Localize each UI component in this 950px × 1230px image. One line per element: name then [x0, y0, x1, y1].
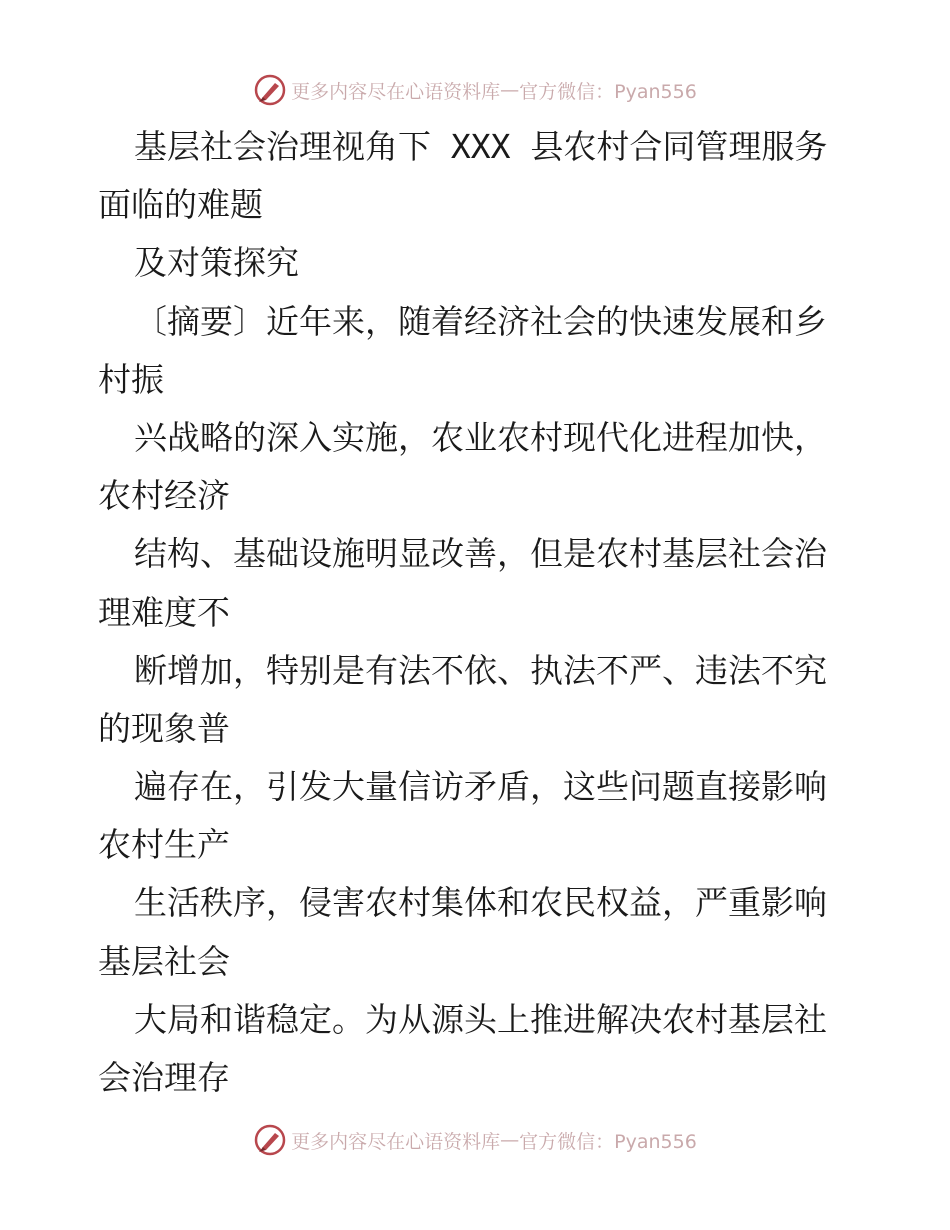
abstract-line: 基层社会: [98, 941, 230, 981]
title-line-3: 及对策探究: [134, 243, 299, 283]
watermark-site-text: 更多内容尽在心语资料库: [291, 1130, 501, 1153]
abstract-line: 结构、基础设施明显改善，但是农村基层社会治: [134, 534, 827, 574]
watermark-separator: —: [500, 79, 520, 101]
header-watermark: [0, 70, 950, 110]
pen-seal-icon: [253, 73, 287, 107]
abstract-line: 村振: [98, 359, 164, 399]
abstract-line: 生活秩序，侵害农村集体和农民权益，严重影响: [134, 883, 827, 923]
abstract-line: 理难度不: [98, 592, 230, 632]
title-line-2: 面临的难题: [98, 185, 263, 225]
abstract-line: 断增加，特别是有法不依、执法不严、违法不究: [134, 650, 827, 690]
abstract-line: 大局和谐稳定。为从源头上推进解决农村基层社: [134, 999, 827, 1039]
abstract-line: 遍存在，引发大量信访矛盾，这些问题直接影响: [134, 767, 827, 807]
abstract-line: 兴战略的深入实施，农业农村现代化进程加快，: [134, 417, 827, 457]
watermark-wechat-text: 官方微信：Pyan556: [519, 1130, 697, 1153]
abstract-line: 农村生产: [98, 825, 230, 865]
watermark-separator: —: [500, 1129, 520, 1151]
watermark-wechat-text: 官方微信：Pyan556: [519, 80, 697, 103]
pen-seal-icon: [253, 1123, 287, 1157]
title-line-1: 基层社会治理视角下 XXX 县农村合同管理服务: [134, 127, 828, 166]
abstract-line: 的现象普: [98, 708, 230, 748]
footer-watermark: [0, 1120, 950, 1160]
document-body: [98, 118, 858, 1107]
abstract-line: 会治理存: [98, 1058, 230, 1097]
abstract-line: 〔摘要〕近年来，随着经济社会的快速发展和乡: [134, 301, 827, 341]
abstract-line: 农村经济: [98, 476, 230, 516]
watermark-site-text: 更多内容尽在心语资料库: [291, 80, 501, 103]
